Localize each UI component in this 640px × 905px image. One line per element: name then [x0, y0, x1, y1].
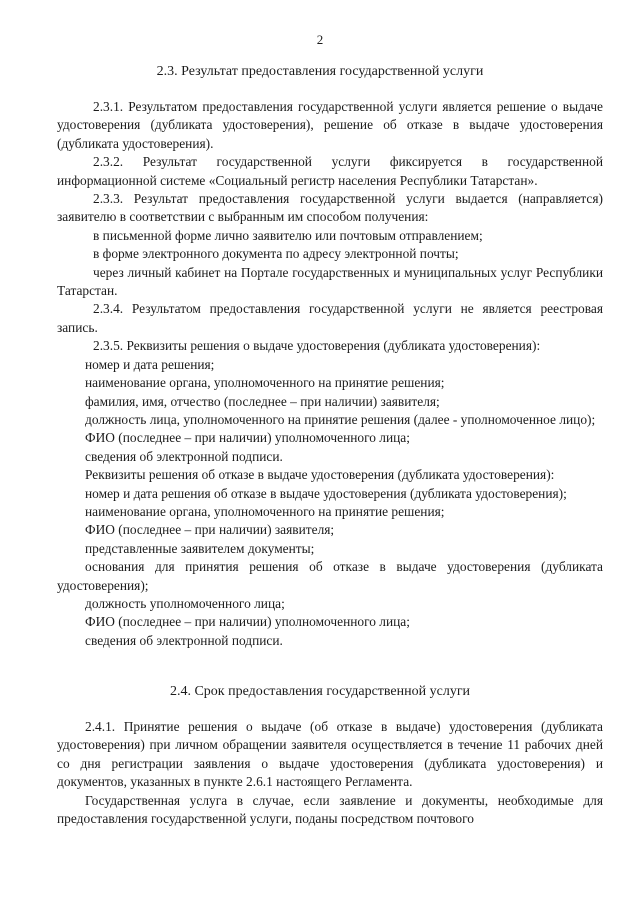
list-item: наименование органа, уполномоченного на принятие решения;	[85, 503, 445, 519]
section-heading-2-3: 2.3. Результат предоставления государственной услуги	[156, 64, 484, 79]
section-body-2-4	[57, 718, 603, 828]
list-item: ФИО (последнее – при наличии) уполномоченного лица;	[85, 614, 410, 630]
page-number: 2	[316, 32, 324, 47]
list-item: ФИО (последнее – при наличии) уполномоченного лица;	[85, 430, 410, 446]
list-item: должность лица, уполномоченного на принятие решения (далее - уполномоченное лицо);	[85, 411, 596, 427]
list-item: через личный кабинет на Портале государственных и муниципальных услуг Республики Татарстан.	[57, 264, 603, 299]
paragraph: Реквизиты решения об отказе в выдаче удостоверения (дубликата удостоверения):	[85, 467, 555, 483]
paragraph: 2.3.5. Реквизиты решения о выдаче удостоверения (дубликата удостоверения):	[93, 338, 541, 354]
list-item: номер и дата решения об отказе в выдаче удостоверения (дубликата удостоверения);	[85, 485, 567, 501]
list-item: в форме электронного документа по адресу электронной почты;	[93, 246, 459, 262]
paragraph: 2.3.1. Результатом предоставления государственной услуги является решение о выдаче удостоверения (дубликата удостоверения), решение об отказе в выдаче удостоверения (дубликата удостоверения).	[57, 99, 603, 151]
section-body-2-3	[57, 98, 603, 650]
list-item: в письменной форме лично заявителю или почтовым отправлением;	[93, 227, 483, 243]
paragraph: 2.3.3. Результат предоставления государственной услуги выдается (направляется) заявителю в соответствии с выбранным им способом получения:	[57, 191, 603, 225]
paragraph: 2.4.1. Принятие решения о выдаче (об отказе в выдаче) удостоверения (дубликата удостоверения) при личном обращении заявителя осуществляется в течение 11 рабочих дней со дня регистрации заявления о выдаче удостоверения (дубликата удостоверения) и документов, указанных в пункте 2.6.1 настоящего Регламента.	[57, 719, 603, 790]
list-item: ФИО (последнее – при наличии) заявителя;	[85, 522, 335, 538]
list-item: сведения об электронной подписи.	[85, 632, 283, 648]
list-item: должность уполномоченного лица;	[85, 595, 285, 611]
list-item: основания для принятия решения об отказе в выдаче удостоверения (дубликата удостоверения);	[57, 559, 603, 593]
paragraph: Государственная услуга в случае, если заявление и документы, необходимые для предоставления государственной услуги, поданы посредством почтового	[57, 792, 603, 827]
list-item: фамилия, имя, отчество (последнее – при наличии) заявителя;	[85, 393, 440, 409]
list-item: сведения об электронной подписи.	[85, 448, 283, 464]
paragraph: 2.3.4. Результатом предоставления государственной услуги не является реестровая запись.	[57, 301, 603, 335]
list-item: номер и дата решения;	[85, 356, 215, 372]
list-item: представленные заявителем документы;	[85, 540, 315, 556]
list-item: наименование органа, уполномоченного на принятие решения;	[85, 375, 445, 391]
paragraph: 2.3.2. Результат государственной услуги фиксируется в государственной информационной системе «Социальный регистр населения Республики Татарстан».	[57, 154, 603, 188]
section-heading-2-4: 2.4. Срок предоставления государственной услуги	[169, 684, 471, 699]
